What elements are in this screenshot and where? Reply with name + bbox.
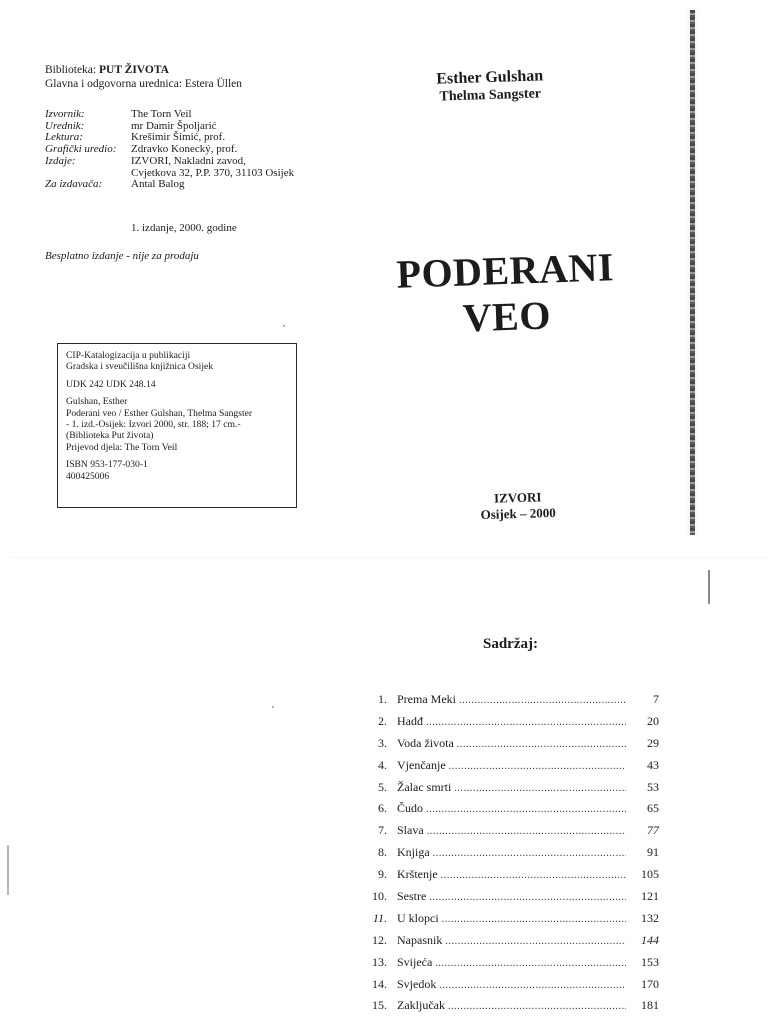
colophon-row: [45, 179, 294, 191]
toc-entry: [365, 692, 659, 714]
book-spine-edge: [690, 10, 695, 535]
toc-number: 11.: [372, 910, 387, 925]
toc-entry: [365, 801, 659, 823]
toc-leader-dots: [441, 870, 626, 881]
cip-catalog-box: [57, 343, 297, 508]
toc-entry: [365, 955, 659, 977]
library-line: [45, 64, 169, 77]
library-name: PUT ŽIVOTA: [98, 64, 169, 76]
toc-leader-dots: [459, 695, 626, 706]
author-name: Esther Gulshan: [436, 67, 544, 88]
colophon-label: Grafički uredio:: [45, 143, 117, 156]
toc-entry: [365, 867, 659, 889]
toc-entry: [365, 758, 659, 780]
toc-title: Sestre: [397, 889, 427, 904]
toc-number: 2.: [378, 713, 387, 728]
cip-isbn: ISBN 953-177-030-1: [66, 459, 148, 471]
toc-number: 15.: [372, 998, 387, 1013]
toc-page-number: 53: [647, 779, 659, 794]
book-title: [373, 243, 638, 344]
colophon-details: [45, 109, 294, 191]
toc-entry: [365, 736, 659, 758]
toc-title: Hadđ: [397, 713, 423, 728]
toc-entry: [365, 780, 659, 802]
toc-number: 1.: [378, 692, 387, 706]
scan-speck: [283, 325, 285, 327]
library-label: Biblioteka:: [45, 64, 97, 76]
toc-page-number: 77: [647, 823, 659, 838]
page-edge-mark: [7, 845, 9, 895]
colophon-value: Cvjetkova 32, P.P. 370, 31103 Osijek: [131, 166, 295, 179]
toc-entry: [365, 998, 659, 1020]
toc-number: 10.: [372, 889, 387, 904]
toc-title: Prema Meki: [397, 692, 456, 706]
cip-line: Gradska i sveučilišna knjižnica Osijek: [66, 361, 214, 373]
toc-leader-dots: [457, 739, 626, 750]
toc-page-number: 43: [647, 757, 659, 772]
colophon-value: Krešimir Šimić, prof.: [131, 131, 226, 144]
toc-leader-dots: [442, 914, 626, 925]
toc-title: Vjenčanje: [397, 757, 446, 772]
colophon-label: Za izdavača:: [45, 178, 103, 191]
chief-editor-line: Glavna i odgovorna urednica: Estera Üllen: [45, 78, 243, 90]
toc-leader-dots: [454, 783, 626, 794]
cip-line: Gulshan, Esther: [66, 396, 128, 408]
toc-title: Voda života: [397, 735, 454, 750]
toc-title: U klopci: [397, 910, 439, 925]
toc-leader-dots: [435, 958, 626, 969]
toc-entry: [365, 714, 659, 736]
toc-entry: [365, 933, 659, 955]
toc-title: Slava: [397, 823, 424, 838]
toc-number: 6.: [378, 801, 387, 816]
toc-leader-dots: [426, 717, 626, 728]
author-name: Thelma Sangster: [439, 86, 542, 105]
colophon-value: Zdravko Konecký, prof.: [131, 143, 238, 156]
page-edge-mark: [708, 570, 710, 604]
colophon-row: [45, 156, 294, 168]
toc-title: Knjiga: [397, 845, 430, 860]
toc-page-number: 153: [641, 954, 659, 969]
toc-page-number: 170: [641, 976, 659, 991]
scan-speck: [272, 706, 274, 708]
toc-page-number: 65: [647, 801, 659, 816]
toc-number: 3.: [378, 735, 387, 750]
publisher-name: IZVORI: [493, 489, 542, 506]
authors-block: [419, 66, 560, 107]
toc-entry: [365, 911, 659, 933]
toc-number: 12.: [372, 932, 387, 947]
toc-page-number: 144: [641, 932, 659, 947]
colophon-label: Urednik:: [45, 119, 85, 132]
page-gap: [0, 548, 768, 558]
colophon-value: Antal Balog: [131, 178, 185, 191]
colophon-value: mr Damir Špoljarić: [131, 119, 217, 132]
colophon-value: The Torn Veil: [131, 108, 192, 120]
toc-number: 13.: [372, 954, 387, 969]
toc-title: Žalac smrti: [397, 779, 452, 794]
toc-leader-dots: [433, 848, 626, 859]
book-title-line: PODERANI: [395, 244, 615, 297]
cip-line: CIP-Katalogizacija u publikaciji: [66, 350, 191, 361]
toc-entry: [365, 845, 659, 867]
free-edition-note: Besplatno izdanje - nije za prodaju: [45, 250, 199, 262]
toc-number: 9.: [378, 867, 387, 882]
cip-line: Prijevod djela: The Torn Veil: [66, 441, 178, 453]
edition-line: 1. izdanje, 2000. godine: [131, 222, 237, 234]
toc-leader-dots: [429, 892, 626, 903]
book-title-line: VEO: [461, 292, 552, 341]
toc-leader-dots: [439, 980, 626, 991]
toc-title: Zaključak: [397, 998, 445, 1013]
toc-leader-dots: [448, 1001, 626, 1012]
toc-page-number: 132: [641, 910, 659, 925]
contents-heading: Sadržaj:: [483, 636, 538, 652]
cip-number: 400425006: [66, 470, 110, 482]
table-of-contents: [365, 692, 659, 1020]
toc-title: Svijeća: [397, 954, 433, 969]
toc-entry: [365, 977, 659, 999]
toc-page-number: 91: [647, 845, 659, 860]
toc-number: 7.: [378, 823, 387, 838]
toc-entry: [365, 889, 659, 911]
colophon-label: Lektura:: [45, 131, 83, 144]
toc-number: 4.: [378, 757, 387, 772]
toc-number: 5.: [378, 779, 387, 794]
toc-leader-dots: [449, 761, 626, 772]
cip-udk: UDK 242 UDK 248.14: [66, 378, 156, 390]
publication-place-year: Osijek – 2000: [480, 505, 556, 522]
colophon-label: Izvornik:: [45, 108, 85, 120]
publisher-block: [470, 489, 567, 524]
toc-page-number: 121: [641, 889, 659, 904]
toc-entry: [365, 823, 659, 845]
toc-leader-dots: [445, 936, 626, 947]
toc-leader-dots: [427, 826, 626, 837]
toc-title: Čudo: [397, 801, 424, 816]
cip-line: Poderani veo / Esther Gulshan, Thelma Sangster: [66, 407, 253, 419]
toc-title: Napasnik: [397, 932, 443, 947]
toc-page-number: 29: [647, 735, 659, 750]
cip-line: - 1. izd.-Osijek: Izvori 2000, str. 188; 17 cm.-: [66, 419, 241, 431]
toc-number: 8.: [378, 845, 387, 860]
cip-line: (Biblioteka Put života): [66, 430, 154, 442]
colophon-label: Izdaje:: [45, 154, 76, 167]
colophon-value: IZVORI, Nakladni zavod,: [131, 154, 246, 167]
toc-number: 14.: [372, 976, 387, 991]
toc-page-number: 7: [653, 692, 659, 706]
toc-leader-dots: [426, 804, 626, 815]
toc-title: Svjedok: [397, 976, 437, 991]
colophon-row: [45, 109, 294, 121]
toc-page-number: 20: [647, 713, 659, 728]
toc-title: Krštenje: [397, 867, 438, 882]
toc-page-number: 105: [641, 867, 659, 882]
toc-page-number: 181: [641, 998, 659, 1013]
